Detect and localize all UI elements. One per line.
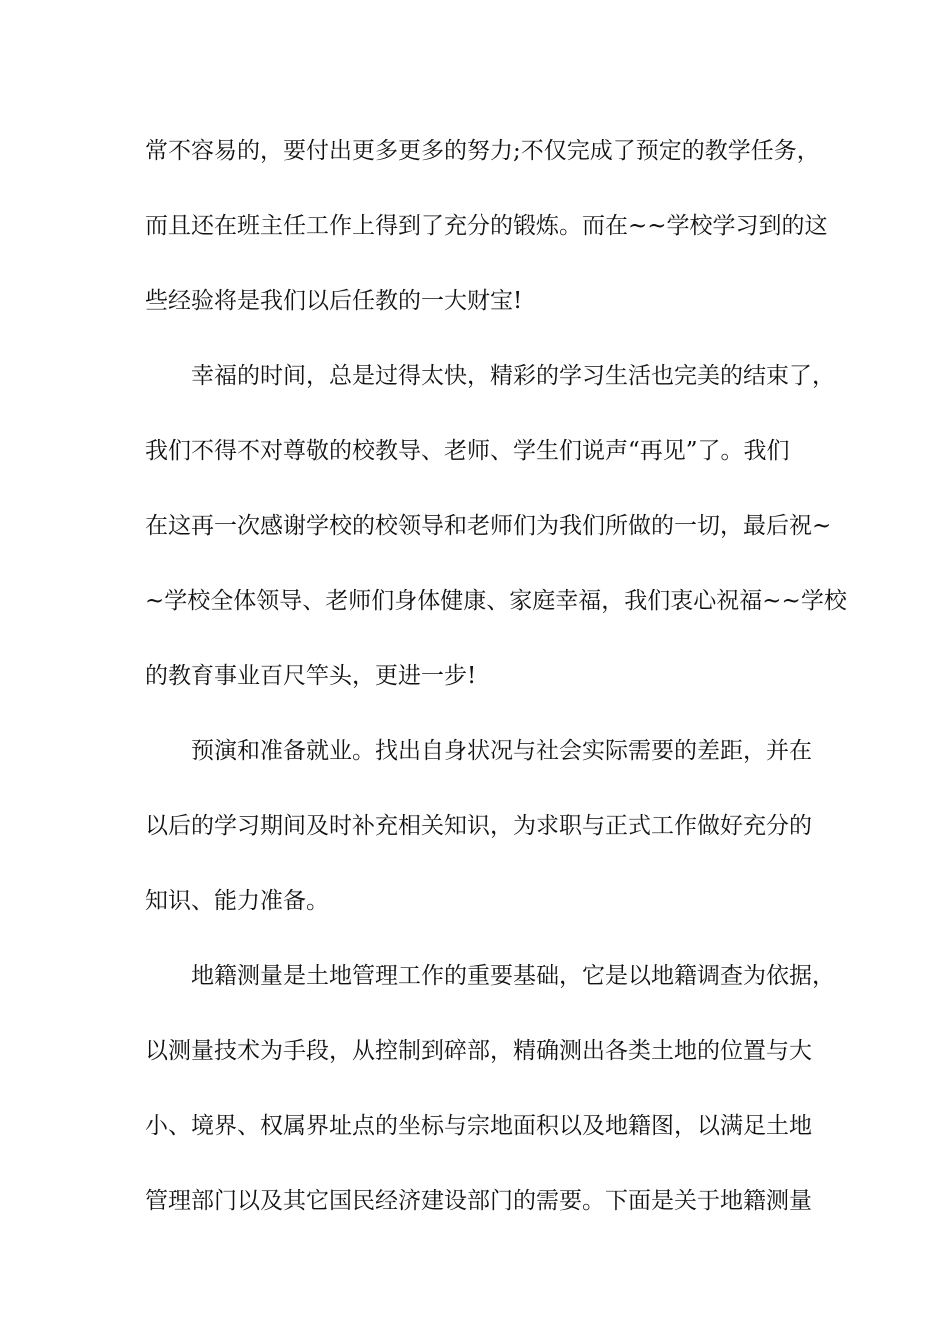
text-line-10: 以后的学习期间及时补充相关知识，为求职与正式工作做好充分的 xyxy=(145,813,812,839)
text-line-12: 地籍测量是土地管理工作的重要基础，它是以地籍调查为依据， xyxy=(191,963,835,989)
text-line-14: 小、境界、权属界址点的坐标与宗地面积以及地籍图，以满足土地 xyxy=(145,1113,812,1139)
text-line-6: 在这再一次感谢学校的校领导和老师们为我们所做的一切，最后祝~ xyxy=(145,513,832,539)
text-line-2: 而且还在班主任工作上得到了充分的锻炼。而在~~学校学习到的这 xyxy=(145,213,828,239)
text-line-3: 些经验将是我们以后任教的一大财宝! xyxy=(145,288,523,314)
text-line-4: 幸福的时间，总是过得太快，精彩的学习生活也完美的结束了， xyxy=(191,363,835,389)
text-line-8: 的教育事业百尺竿头，更进一步! xyxy=(145,663,477,689)
text-line-13: 以测量技术为手段，从控制到碎部，精确测出各类土地的位置与大 xyxy=(145,1038,812,1064)
text-line-1: 常不容易的，要付出更多更多的努力;不仅完成了预定的教学任务， xyxy=(145,138,820,164)
text-line-5: 我们不得不对尊敬的校教导、老师、学生们说声“再见”了。我们 xyxy=(145,438,790,464)
text-line-15: 管理部门以及其它国民经济建设部门的需要。下面是关于地籍测量 xyxy=(145,1188,812,1214)
text-line-9: 预演和准备就业。找出自身状况与社会实际需要的差距，并在 xyxy=(191,738,812,764)
text-line-7: ~学校全体领导、老师们身体健康、家庭幸福，我们衷心祝福~~学校 xyxy=(145,588,847,614)
text-line-11: 知识、能力准备。 xyxy=(145,888,329,914)
